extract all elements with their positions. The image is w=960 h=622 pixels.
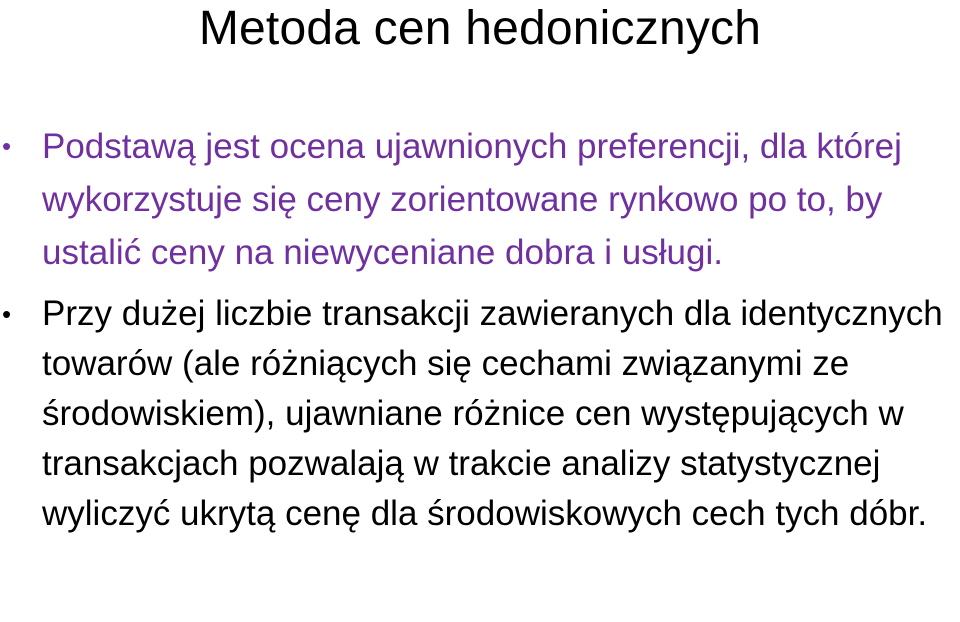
bullet-list xyxy=(0,120,960,539)
bullet-item-revealed-preferences xyxy=(0,120,960,279)
bullet-text: Podstawą jest ocena ujawnionych preferencji, dla której wykorzystuje się ceny zorientowane rynkowo po to, by ustalić ceny na niewyceniane dobra i usługi. xyxy=(42,127,902,272)
bullet-text: Przy dużej liczbie transakcji zawieranych dla identycznych towarów (ale różniących się cechami związanymi ze środowiskiem), ujawniane różnice cen występujących w transakcjach pozwalają w trakcie analizy statystycznej wyliczyć ukrytą cenę dla środowiskowych cech tych dóbr. xyxy=(42,294,943,533)
bullet-item-transactions xyxy=(0,289,960,539)
slide-title: Metoda cen hedonicznych xyxy=(198,2,762,55)
bullet-marker-icon: • xyxy=(2,299,12,329)
bullet-marker-icon: • xyxy=(2,131,12,161)
